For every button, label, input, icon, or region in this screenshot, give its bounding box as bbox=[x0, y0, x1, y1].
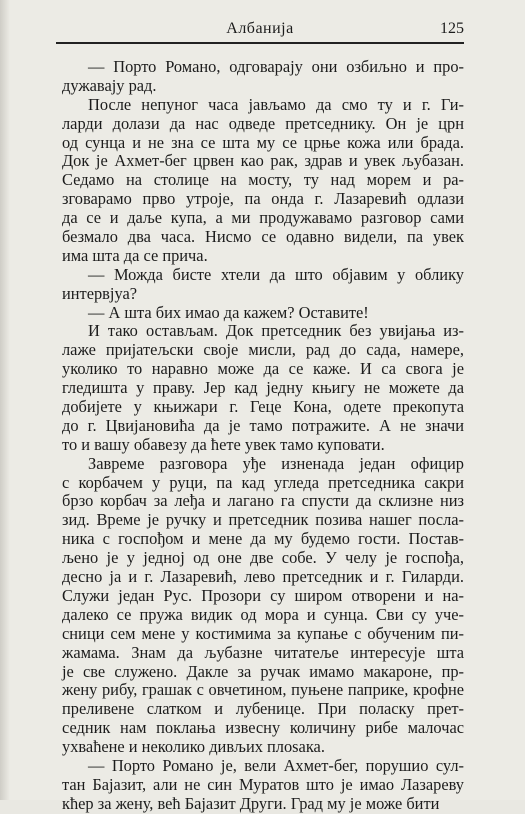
text-line: има шта да се прича. bbox=[62, 245, 208, 265]
text-line: Завреме разговора уђе изненада један официр bbox=[88, 453, 464, 473]
text-line: дужавају рад. bbox=[62, 75, 157, 95]
text-line: да се и даље купа, а ми продужавамо разговор сами bbox=[62, 208, 464, 228]
text-line: зговарамо прво утроје, па онда г. Лазаревић одлази bbox=[62, 189, 464, 209]
text-line: кћер за жену, већ Бајазит Други. Град му је може бити bbox=[62, 793, 440, 813]
binding-shadow bbox=[0, 0, 10, 800]
text-line: Служи један Рус. Прозори су широм отворени и на- bbox=[62, 585, 464, 605]
text-line: уколико то наравно може да се каже. И са свога је bbox=[62, 359, 464, 379]
paragraph bbox=[62, 304, 464, 323]
text-line: лaрди долази да нас одведе претседнику. Он је црн bbox=[62, 113, 464, 133]
text-line: После непуног часа јављамо да смо ту и г. Ги- bbox=[88, 94, 464, 114]
text-line: Седамо на столице на мосту, ту над морем и ра- bbox=[62, 170, 464, 190]
text-line: добијете у књижари г. Геце Кона, одете прекопута bbox=[62, 397, 464, 417]
body-text bbox=[62, 58, 464, 814]
text-line: жамама. Знам да љубазне читатеље интересује шта bbox=[62, 642, 464, 662]
text-line: — А шта бих имао да кажем? Оставите! bbox=[88, 302, 369, 322]
text-line: десно ја и г. Лазаревић, лево претседник и г. Гиларди. bbox=[62, 567, 464, 587]
text-line: зид. Време је ручку и претседник позива нашег посла- bbox=[62, 510, 464, 530]
paragraph bbox=[62, 757, 464, 814]
text-line: жену рибу, грашак с овчетином, пуњене паприке, крофне bbox=[62, 680, 464, 700]
page-header bbox=[56, 16, 464, 42]
text-line: то и вашу обавезу да ћете увек тамо куповати. bbox=[62, 434, 385, 454]
paragraph bbox=[62, 455, 464, 757]
text-line: интервјуа? bbox=[62, 283, 137, 303]
text-line: ухваћене и неколико дивљих плоsaка. bbox=[62, 737, 325, 757]
text-line: безмало два часа. Нисмо се одавно видели, па увек bbox=[62, 227, 464, 247]
page-number: 125 bbox=[440, 20, 464, 37]
text-line: седник нам поклања извесну количину рибе малочас bbox=[62, 718, 464, 738]
text-line: од сунца и не зна се шта му се црње кожа или брада. bbox=[62, 132, 464, 152]
text-line: љено је у једној од оне две собе. У челу је госпођа, bbox=[62, 548, 464, 568]
text-line: до г. Цвијановића да је тамо потражите. А не значи bbox=[62, 415, 464, 435]
paragraph bbox=[62, 266, 464, 304]
running-title: Албанија bbox=[226, 20, 294, 37]
text-line: је све служено. Дакле за ручак имамо макароне, пр- bbox=[62, 661, 464, 681]
text-line: ника с госпођом и мене да му будемо гости. Постав- bbox=[62, 529, 464, 549]
text-line: преливене слатком и лубенице. При поласку прет- bbox=[62, 699, 464, 719]
text-line: — Порто Романо је, вели Ахмет-бег, порушио сул- bbox=[88, 755, 464, 775]
header-rule bbox=[56, 42, 464, 44]
text-line: — Можда бисте хтели да што објавим у облику bbox=[88, 264, 464, 284]
text-line: лаже пријатељски своје мисли, рад до сада, намере, bbox=[62, 340, 464, 360]
text-line: гледишта у праву. Јер кад једну књигу не можете да bbox=[62, 378, 464, 398]
text-line: Док је Ахмет-бег црвен као рак, здрав и увек љубазан. bbox=[62, 151, 464, 171]
text-line: брзо корбач за леђа и лагано га спусти да склизне низ bbox=[62, 491, 464, 511]
text-line: с корбачем у руци, па кад угледа претседника сакри bbox=[62, 472, 464, 492]
paragraph bbox=[62, 58, 464, 96]
paragraph bbox=[62, 96, 464, 266]
text-line: И тако остављам. Док претседник без увијања из- bbox=[88, 321, 464, 341]
text-line: сници сем мене у костимима за купање с обученим пи- bbox=[62, 623, 464, 643]
text-line: — Порто Романо, одговарају они озбиљно и про- bbox=[88, 57, 464, 76]
text-line: тан Бајазит, али не син Муратов што је имао Лазареву bbox=[62, 774, 464, 794]
paragraph bbox=[62, 322, 464, 454]
text-line: далеко се пружа видик од мора и сунца. Сви су уче- bbox=[62, 604, 464, 624]
